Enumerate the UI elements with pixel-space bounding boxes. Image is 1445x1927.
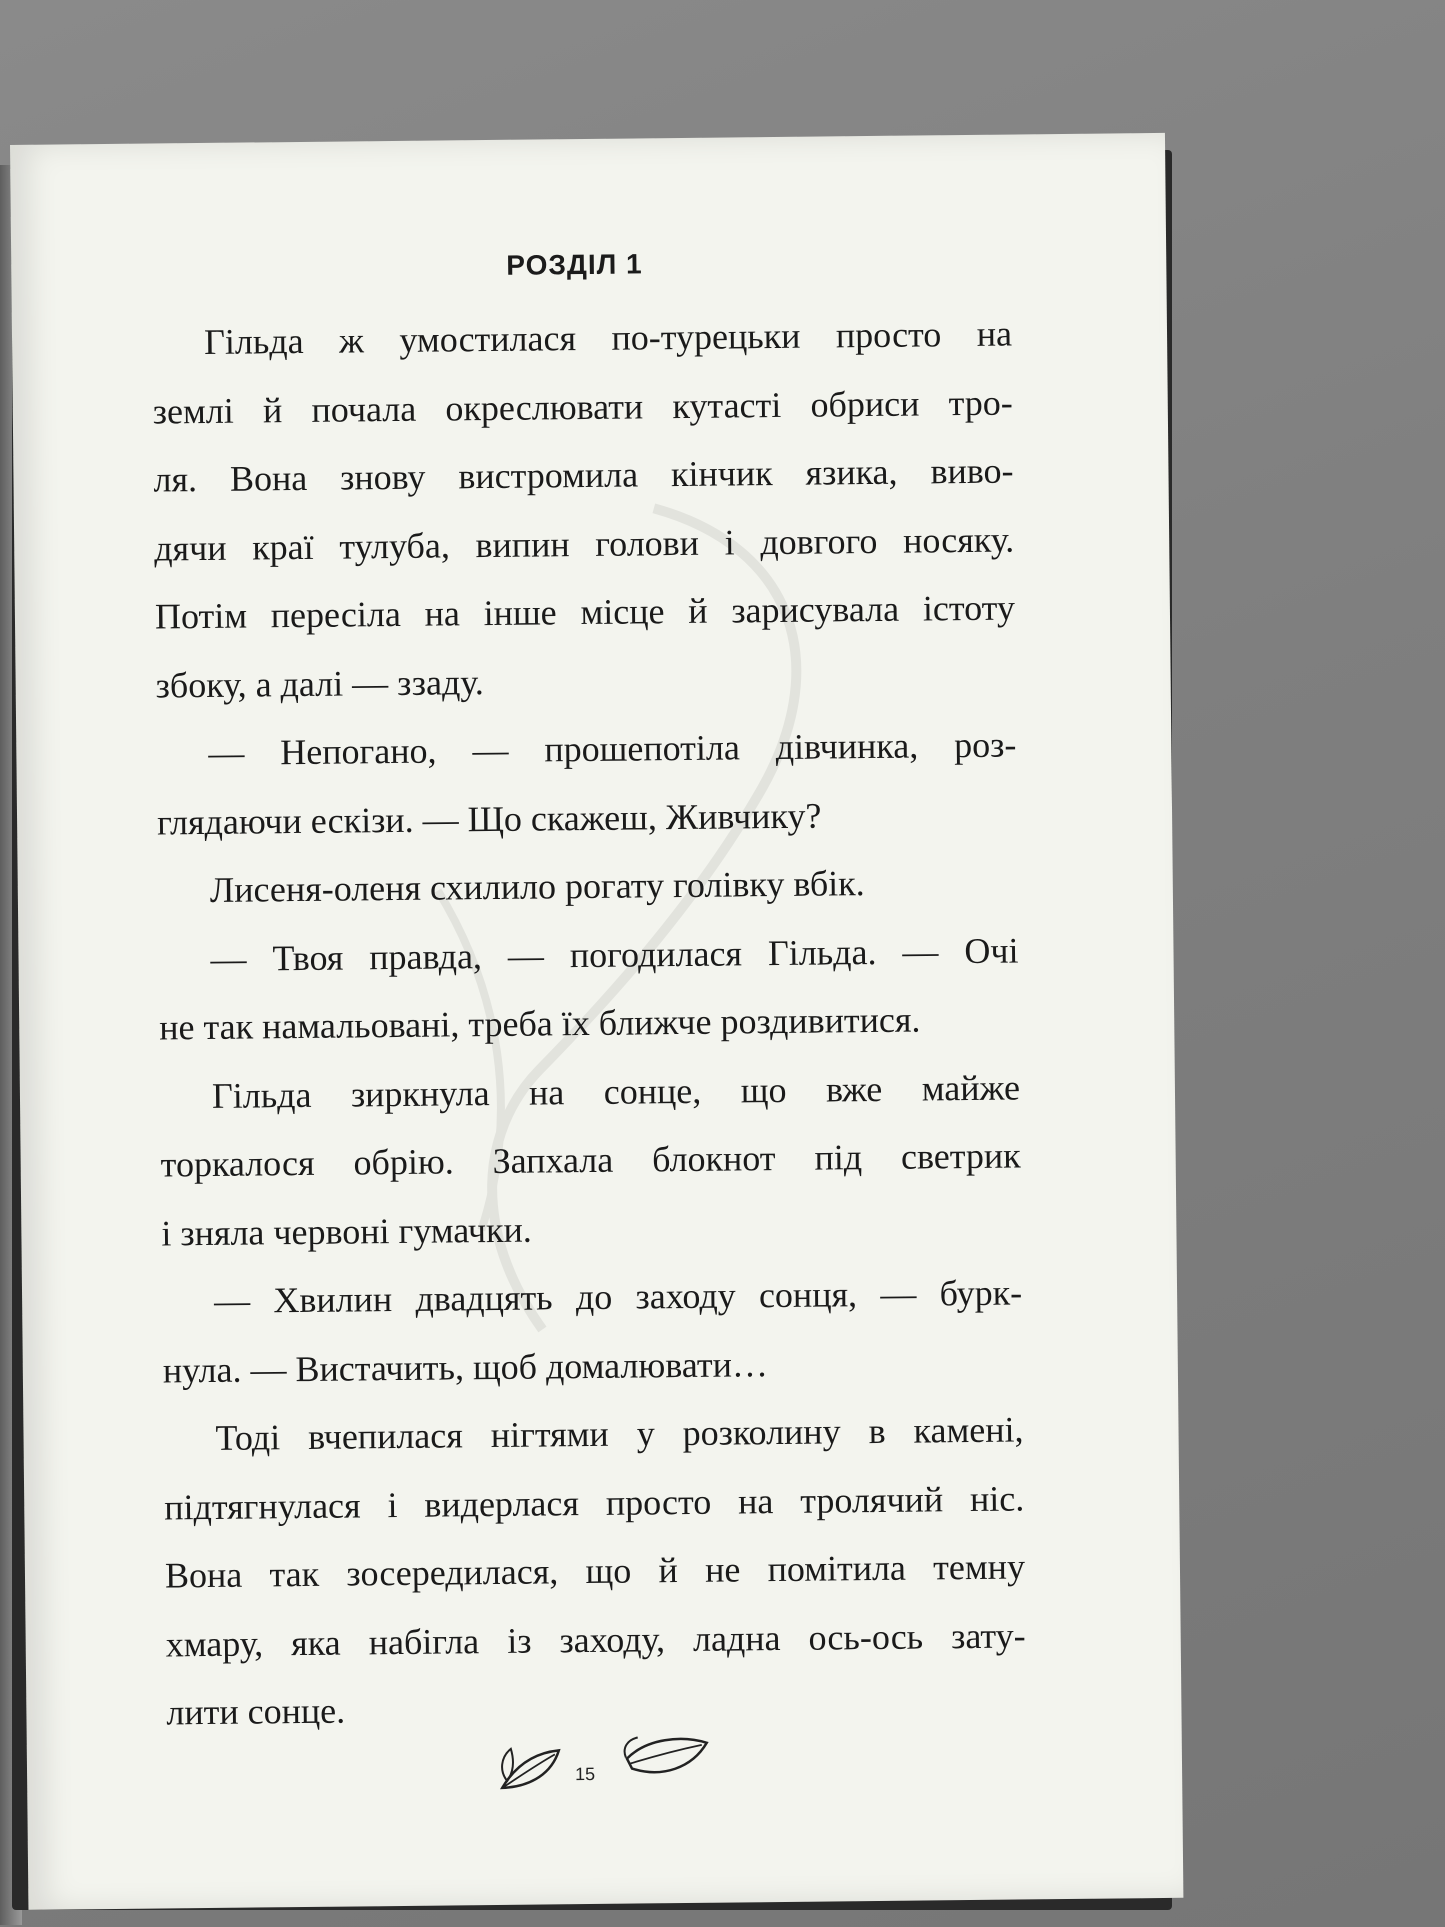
- text-line: підтягнулася і видерлася просто на тролячий ніс.: [164, 1477, 1025, 1527]
- text-line: землі й почала окреслювати кутасті обриси тро-: [152, 382, 1013, 432]
- text-line: Вона так зосередилася, що й не помітила темну: [164, 1546, 1026, 1596]
- text-line: Гільда ж умостилася по-турецьки просто на: [203, 313, 1013, 362]
- page-number: 15: [574, 1763, 596, 1785]
- text-line: дячи краї тулуба, випин голови і довгого носяку.: [154, 519, 1015, 569]
- text-line: лити сонце.: [166, 1690, 346, 1733]
- text-line: і зняла червоні гумачки.: [161, 1209, 532, 1253]
- text-line: Тоді вчепилася нігтями у розколину в камені,: [215, 1409, 1024, 1458]
- page-footer: [427, 1732, 748, 1805]
- text-line: збоку, а далі — ззаду.: [155, 661, 484, 706]
- book-page: [10, 133, 1183, 1910]
- text-line: не так намальовані, треба їх ближче роздивитися.: [159, 999, 921, 1048]
- text-line: — Непогано, — прошепотіла дівчинка, роз-: [208, 724, 1017, 773]
- text-line: Потім пересіла на інше місце й зарисувала істоту: [154, 587, 1016, 637]
- text-line: — Твоя правда, — погодилася Гільда. — Очі: [210, 929, 1019, 979]
- body-text: [152, 300, 1027, 1747]
- text-line: торкалося обрію. Запхала блокнот під светрик: [160, 1135, 1021, 1185]
- text-line: Гільда зиркнула на сонце, що вже майже: [211, 1066, 1021, 1116]
- chapter-title: РОЗДІЛ 1: [506, 248, 643, 281]
- text-line: Лисеня-оленя схилило рогату голівку вбік.: [209, 863, 865, 910]
- text-line: глядаючи ескізи. — Що скажеш, Живчику?: [156, 795, 822, 842]
- text-line: — Хвилин двадцять до заходу сонця, — бурк-: [213, 1272, 1023, 1321]
- text-line: ля. Вона знову вистромила кінчик язика, виво-: [153, 450, 1014, 500]
- leaf-icon: [497, 1742, 568, 1793]
- text-line: хмару, яка набігла із заходу, ладна ось-ось зату-: [165, 1614, 1026, 1664]
- leaf-icon: [622, 1733, 713, 1789]
- text-line: нула. — Вистачить, щоб домалювати…: [162, 1343, 769, 1390]
